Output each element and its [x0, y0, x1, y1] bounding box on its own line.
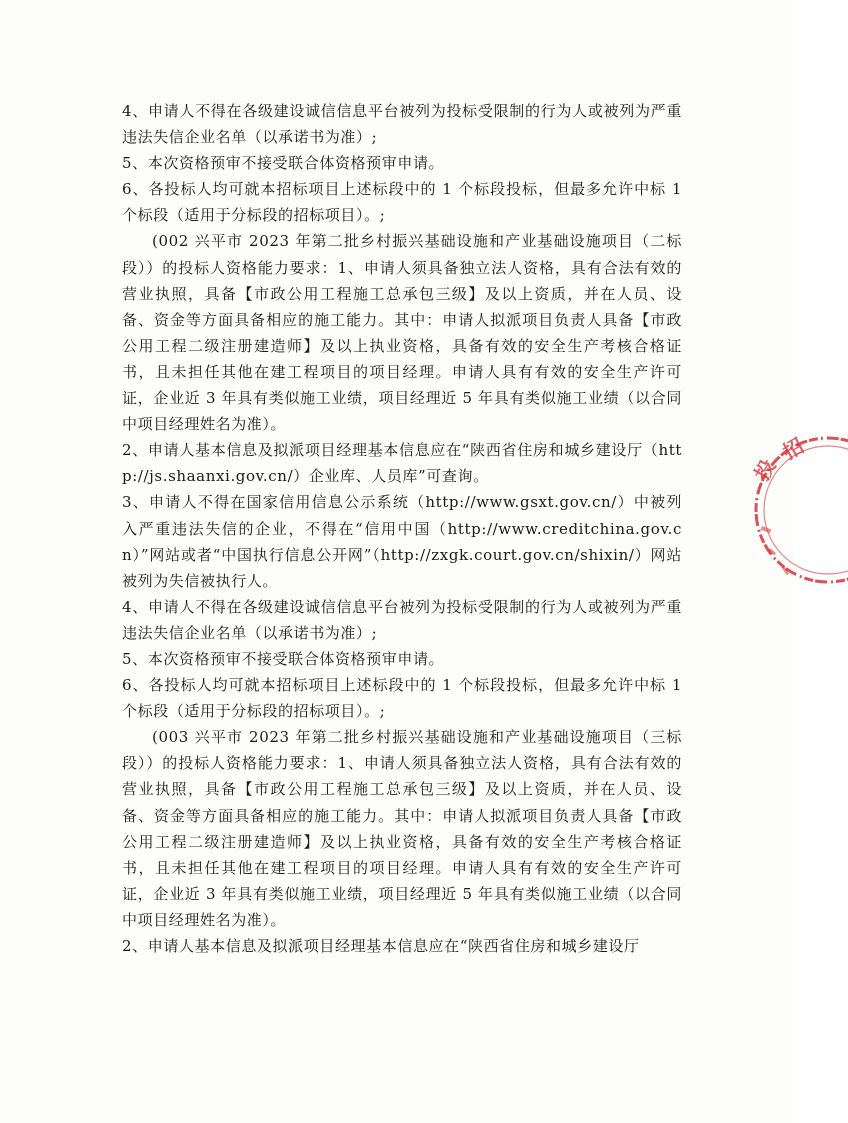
paragraph-item-2-a: 2、申请人基本信息及拟派项目经理基本信息应在“陕西省住房和城乡建设厅（http://js.shaanxi.gov.cn/）企业库、人员库”可查询。 — [122, 441, 682, 486]
red-seal-stamp — [748, 430, 848, 590]
paragraph-item-2-b: 2、申请人基本信息及拟派项目经理基本信息应在“陕西省住房和城乡建设厅 — [122, 937, 640, 955]
paragraph-item-5-b: 5、本次资格预审不接受联合体资格预审申请。 — [122, 649, 445, 668]
paragraph-lot-003-requirements: (003 兴平市 2023 年第二批乡村振兴基础设施和产业基础设施项目（三标段））的投标人资格能力要求：1、申请人须具备独立法人资格，具有合法有效的营业执照，具备【市政公用工程施工总承包三级】及以上资质，并在人员、设备、资金等方面具备相应的施工能力。其中：申请人拟派项目负责人具备【市政公用工程二级注册建造师】及以上执业资格，具备有效的安全生产考核合格证书，且未担任其他在建工程项目的项目经理。申请人具有有效的安全生产许可证，企业近 3 年具有类似施工业绩，项目经理近 5 年具有类似施工业绩（以合同中项目经理姓名为准）。 — [122, 728, 682, 929]
paragraph-lot-002-requirements: (002 兴平市 2023 年第二批乡村振兴基础设施和产业基础设施项目（二标段））的投标人资格能力要求：1、申请人须具备独立法人资格，具有合法有效的营业执照，具备【市政公用工程施工总承包三级】及以上资质，并在人员、设备、资金等方面具备相应的施工能力。其中：申请人拟派项目负责人具备【市政公用工程二级注册建造师】及以上执业资格，具备有效的安全生产考核合格证书，且未担任其他在建工程项目的项目经理。申请人具有有效的安全生产许可证，企业近 3 年具有类似施工业绩，项目经理近 5 年具有类似施工业绩（以合同中项目经理姓名为准）。 — [122, 232, 682, 434]
seal-char-1: 投 — [749, 455, 781, 485]
paragraph-item-6-b: 6、各投标人均可就本招标项目上述标段中的 1 个标段投标，但最多允许中标 1 个标段（适用于分标段的招标项目）。; — [122, 676, 682, 721]
paragraph-item-3-a: 3、申请人不得在国家信用信息公示系统（http://www.gsxt.gov.cn/）中被列入严重违法失信的企业，不得在“信用中国（http://www.creditchina.gov.cn）”网站或者“中国执行信息公开网”（http://zxgk.court.gov.cn/shixin/）网站被列为失信被执行人。 — [122, 493, 682, 590]
paragraph-item-4-b: 4、申请人不得在各级建设诚信信息平台被列为投标受限制的行为人或被列为严重违法失信企业名单（以承诺书为准）; — [122, 597, 682, 642]
paragraph-item-4-a: 4、申请人不得在各级建设诚信信息平台被列为投标受限制的行为人或被列为严重违法失信企业名单（以承诺书为准）; — [122, 102, 682, 147]
document-body — [122, 98, 682, 959]
paragraph-item-6-a: 6、各投标人均可就本招标项目上述标段中的 1 个标段投标，但最多允许中标 1 个标段（适用于分标段的招标项目）。; — [122, 180, 682, 225]
seal-char-2: 招 — [778, 433, 808, 465]
paragraph-item-5-a: 5、本次资格预审不接受联合体资格预审申请。 — [122, 154, 445, 173]
